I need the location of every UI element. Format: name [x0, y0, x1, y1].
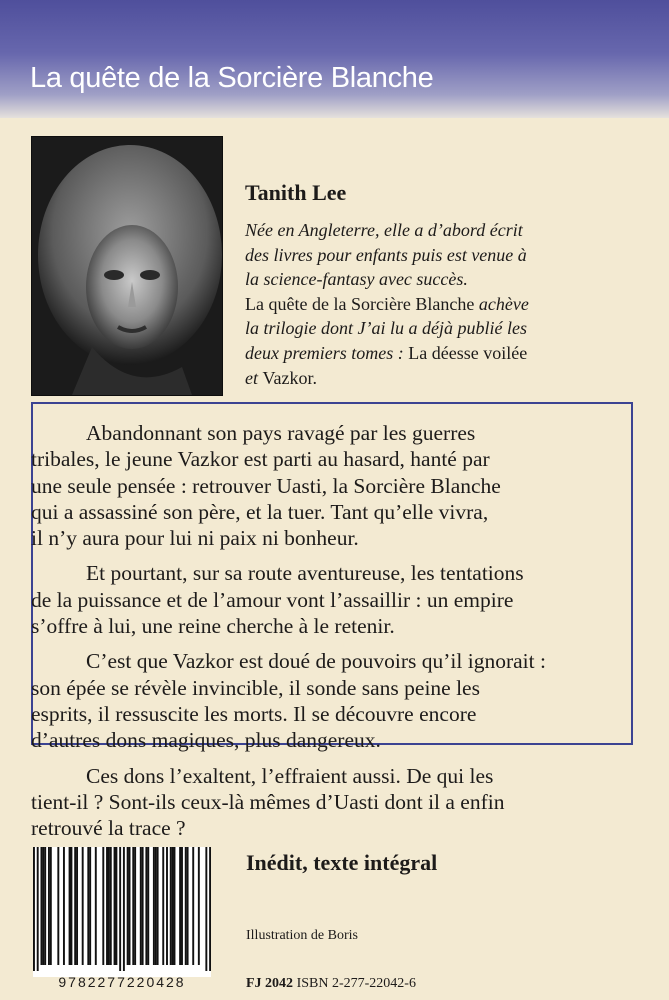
barcode-bar — [179, 847, 181, 965]
summary-line: son épée se révèle invincible, il sonde sans peine les — [31, 675, 480, 700]
barcode-bar — [123, 847, 125, 971]
barcode-bar — [145, 847, 147, 965]
bio-line — [245, 316, 665, 341]
edition-label: Inédit, texte intégral — [246, 850, 438, 875]
bio-text: la science-fantasy avec succès. — [245, 269, 468, 290]
barcode-bar — [119, 847, 121, 971]
barcode-bar — [108, 847, 110, 965]
bio-text: La déesse voilée — [408, 342, 528, 363]
summary-line: une seule pensée : retrouver Uasti, la Sorcière Blanche — [31, 473, 501, 498]
barcode-bar — [170, 847, 172, 965]
barcode-bar — [166, 847, 168, 965]
bio-line — [245, 267, 665, 292]
bio-text: Vazkor. — [262, 367, 317, 388]
barcode-bar — [40, 847, 42, 965]
author-photo — [31, 136, 223, 396]
illustration-credit: Illustration de Boris — [246, 928, 358, 943]
barcode-bar — [48, 847, 50, 965]
publication-reference — [246, 976, 416, 992]
bio-line — [245, 218, 665, 243]
barcode-bar — [181, 847, 183, 965]
barcode-bar — [115, 847, 117, 965]
title-band — [0, 0, 669, 118]
barcode-bar — [33, 847, 35, 971]
barcode-bar — [174, 847, 176, 965]
bio-text: La quête de la Sorcière Blanche — [245, 293, 479, 314]
summary-paragraph — [31, 560, 606, 639]
barcode-bar — [205, 847, 207, 971]
barcode-bar — [37, 847, 39, 971]
barcode-bar — [142, 847, 144, 965]
barcode-bar — [102, 847, 104, 965]
barcode-bar — [147, 847, 149, 965]
summary-line: s’offre à lui, une reine cherche à le retenir. — [31, 614, 395, 639]
author-name: Tanith Lee — [245, 180, 347, 205]
summary-line: Ces dons l’exaltent, l’effraient aussi. De qui les — [86, 763, 494, 788]
barcode-bar — [172, 847, 174, 965]
barcode — [33, 847, 211, 977]
barcode-bar — [50, 847, 52, 965]
summary-line: de la puissance et de l’amour vont l’assaillir : un empire — [31, 587, 514, 612]
barcode-bar — [140, 847, 142, 965]
barcode-bar — [153, 847, 155, 965]
barcode-bar — [82, 847, 84, 965]
summary-line: esprits, il ressuscite les morts. Il se découvre encore — [31, 701, 477, 726]
barcode-bar — [157, 847, 159, 965]
bio-text: des livres pour enfants puis est venue à — [245, 244, 527, 265]
summary-line: tribales, le jeune Vazkor est parti au hasard, hanté par — [31, 447, 490, 472]
summary-line: Abandonnant son pays ravagé par les guerres — [86, 421, 476, 445]
bio-text: deux premiers tomes : — [245, 342, 409, 363]
barcode-bar — [185, 847, 187, 965]
summary-line: d’autres dons magiques, plus dangereux. — [31, 728, 381, 753]
barcode-bar — [114, 847, 116, 965]
summary-paragraph — [31, 420, 606, 551]
summary-paragraph — [31, 763, 606, 842]
summary-line: C’est que Vazkor est doué de pouvoirs qu’il ignorait : — [86, 649, 546, 674]
barcode-bar — [42, 847, 44, 965]
back-cover-summary — [31, 420, 606, 850]
summary-line: tient-il ? Sont-ils ceux-là mêmes d’Uasti dont il a enfin — [31, 789, 505, 814]
barcode-bar — [187, 847, 189, 965]
book-title: La quête de la Sorcière Blanche — [30, 62, 434, 94]
barcode-bar — [89, 847, 91, 965]
series-code: FJ 2042 — [246, 976, 294, 991]
barcode-bar — [129, 847, 131, 965]
barcode-bar — [44, 847, 46, 965]
bio-text: la trilogie dont J’ai lu a déjà publié les — [245, 318, 527, 339]
bio-line — [245, 341, 665, 366]
bio-line — [245, 366, 665, 391]
barcode-bar — [63, 847, 65, 965]
summary-line: Et pourtant, sur sa route aventureuse, les tentations — [86, 561, 524, 586]
barcode-bar — [69, 847, 71, 965]
barcode-bar — [76, 847, 78, 965]
barcode-bar — [74, 847, 76, 965]
barcode-bar — [95, 847, 97, 965]
summary-line: retrouvé la trace ? — [31, 816, 186, 841]
barcode-bar — [132, 847, 134, 965]
isbn: ISBN 2-277-22042-6 — [296, 976, 416, 991]
bio-line — [245, 243, 665, 268]
barcode-number: 9782277220428 — [58, 974, 186, 990]
barcode-bar — [155, 847, 157, 965]
barcode-bar — [192, 847, 194, 965]
summary-line: il n’y aura pour lui ni paix ni bonheur. — [31, 526, 359, 551]
barcode-bar — [70, 847, 72, 965]
bio-line — [245, 292, 665, 317]
summary-paragraph — [31, 648, 606, 753]
bio-text: Née en Angleterre, elle a d’abord écrit — [245, 220, 523, 240]
barcode-bar — [127, 847, 129, 965]
author-bio — [245, 218, 665, 390]
bio-text: achève — [478, 293, 529, 314]
barcode-bar — [110, 847, 112, 965]
barcode-bar — [57, 847, 59, 965]
barcode-bar — [198, 847, 200, 965]
bio-text: et — [245, 367, 263, 388]
barcode-bar — [162, 847, 164, 965]
barcode-bar — [106, 847, 108, 965]
barcode-bar — [87, 847, 89, 965]
barcode-bar — [209, 847, 211, 971]
summary-line: qui a assassiné son père, et la tuer. Tant qu’elle vivra, — [31, 499, 489, 524]
barcode-bar — [134, 847, 136, 965]
